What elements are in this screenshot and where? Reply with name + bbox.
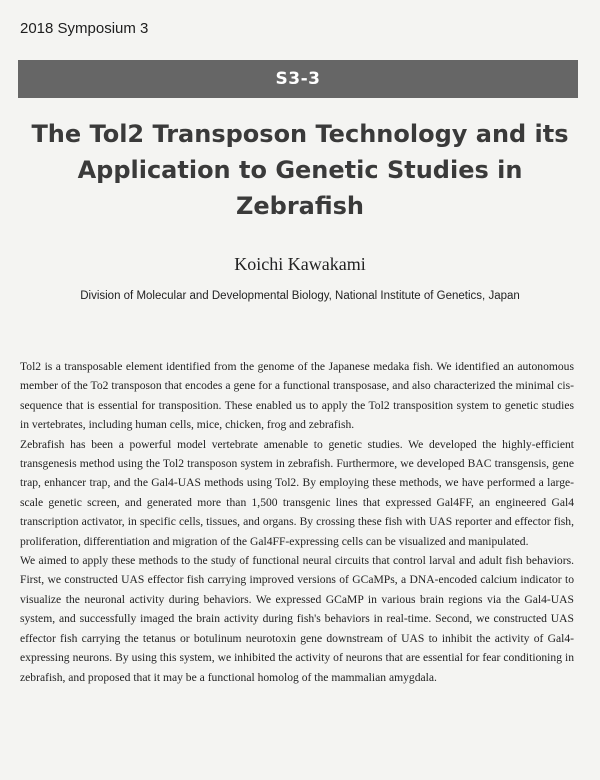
symposium-header: 2018 Symposium 3	[20, 20, 149, 37]
abstract-paragraph: Zebrafish has been a powerful model vertebrate amenable to genetic studies. We developed the highly-efficient transgenesis method using the Tol2 transposon system in zebrafish. Furthermore, we developed BAC transgensis, gene trap, enhancer trap, and the Gal4-UAS methods using Tol2. By employing these methods, we have performed a large-scale genetic screen, and generated more than 1,500 transgenic lines that expressed Gal4FF, an engineered Gal4 transcription activator, in specific cells, tissues, and organs. By crossing these fish with UAS reporter and effector fish, proliferation, differentiation and migration of the Gal4FF-expressing cells can be visualized and manipulated.	[20, 437, 574, 548]
abstract-body	[20, 357, 574, 687]
abstract-paragraph: We aimed to apply these methods to the study of functional neural circuits that control larval and adult fish behaviors. First, we constructed UAS effector fish carrying improved versions of GCaMPs, a DNA-encoded calcium indicator to visualize the neuronal activity during behaviors. We expressed GCaMP in various brain regions via the Gal4-UAS system, and successfully imaged the brain activity during fish's behaviors in real-time. Second, we constructed UAS effector fish carrying the tetanus or botulinum neurotoxin gene downstream of UAS to inhibit the activity of Gal4-expressing neurons. By using this system, we inhibited the activity of neurons that are essential for fear conditioning in zebrafish, and proposed that it may be a functional homolog of the mammalian amygdala.	[20, 554, 574, 684]
paper-title: The Tol2 Transposon Technology and its Application to Genetic Studies in Zebrafish	[31, 120, 569, 220]
session-label: S3-3	[275, 69, 321, 89]
author-name: Koichi Kawakami	[234, 254, 366, 274]
abstract-paragraph: Tol2 is a transposable element identified from the genome of the Japanese medaka fish. We identified an autonomous member of the To2 transposon that encodes a gene for a functional transposase, and also characterized the minimal cis-sequence that is essential for transposition. These enabled us to apply the Tol2 transposition system to genetic studies in vertebrates, including human cells, mice, chicken, frog and zebrafish.	[20, 360, 574, 432]
author-affiliation: Division of Molecular and Developmental Biology, National Institute of Genetics, Japan	[80, 290, 520, 302]
session-bar	[18, 60, 578, 98]
